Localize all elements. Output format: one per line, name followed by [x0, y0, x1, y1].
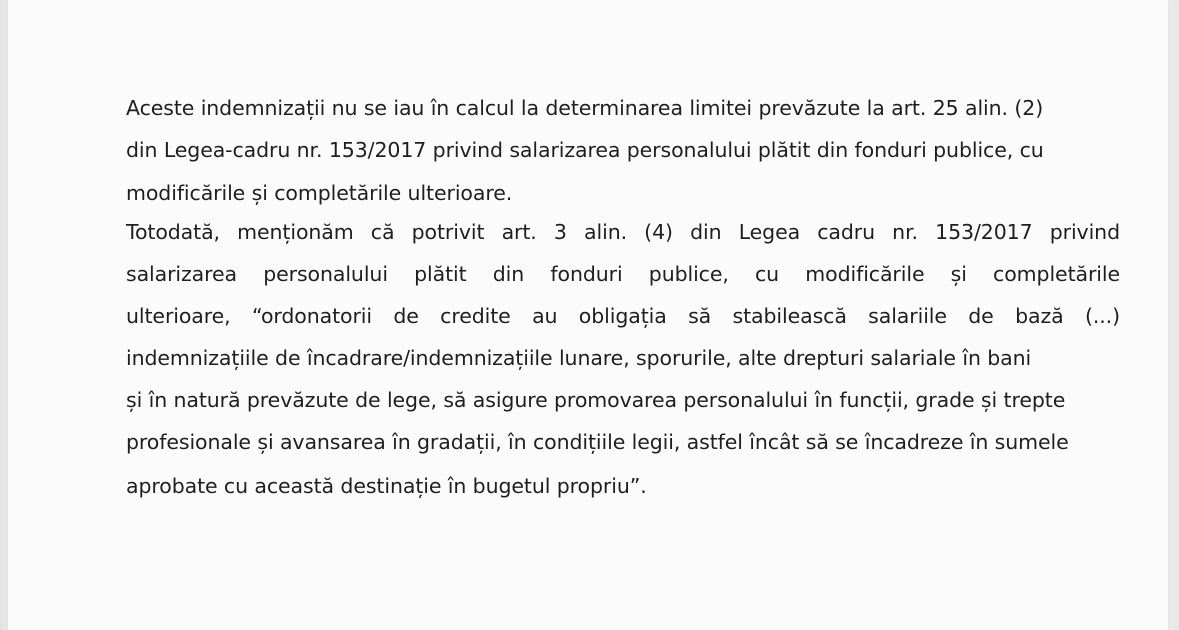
text-line: modificările și completările ulterioare.	[126, 181, 513, 205]
text-line: din Legea-cadru nr. 153/2017 privind salarizarea personalului plătit din fonduri publice, cu	[126, 138, 1044, 162]
text-line: profesionale și avansarea în gradații, în condițiile legii, astfel încât să se încadreze în sumele	[126, 430, 1069, 454]
text-line: Aceste indemnizații nu se iau în calcul la determinarea limitei prevăzute la art. 25 alin. (2)	[126, 96, 1044, 120]
text-line: aprobate cu această destinație în bugetul propriu”.	[126, 474, 647, 498]
text-line: și în natură prevăzute de lege, să asigure promovarea personalului în funcții, grade și trepte	[126, 388, 1066, 412]
text-line: indemnizațiile de încadrare/indemnizațiile lunare, sporurile, alte drepturi salariale în bani	[126, 346, 1032, 370]
text-line: ulterioare, “ordonatorii de credite au obligația să stabilească salariile de bază (...)	[126, 304, 1120, 328]
text-line: salarizarea personalului plătit din fonduri publice, cu modificările și completările	[126, 262, 1120, 286]
paper-sheet	[8, 0, 1168, 630]
text-line: Totodată, menționăm că potrivit art. 3 alin. (4) din Legea cadru nr. 153/2017 privind	[126, 220, 1120, 244]
